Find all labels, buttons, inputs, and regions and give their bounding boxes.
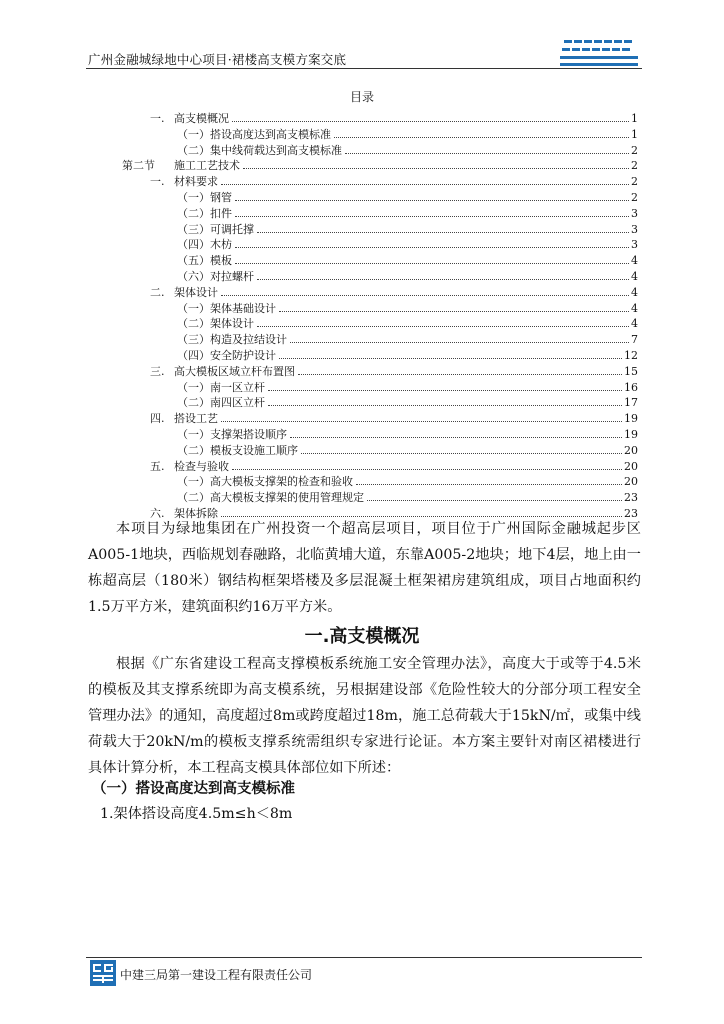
toc-entry[interactable] xyxy=(177,317,638,331)
toc-entry[interactable] xyxy=(177,491,638,505)
toc-entry-page: 1 xyxy=(631,112,638,125)
toc-entry-number: （六） xyxy=(177,270,210,283)
header-title: 广州金融城绿地中心项目·裙楼高支模方案交底 xyxy=(88,52,347,67)
toc-entry-label: 搭设工艺 xyxy=(174,412,218,426)
toc-leader-dots xyxy=(367,500,622,501)
toc-entry-label: 集中线荷载达到高支模标准 xyxy=(210,143,342,157)
toc-entry-page: 4 xyxy=(631,317,638,331)
footer-divider xyxy=(86,957,642,958)
toc-leader-dots xyxy=(268,390,622,391)
toc-leader-dots xyxy=(301,453,622,454)
toc-entry-number: （三） xyxy=(177,222,210,236)
toc-entry-number: （二） xyxy=(177,206,210,220)
toc-entry[interactable] xyxy=(150,112,638,126)
toc-entry-label: 施工工艺技术 xyxy=(174,159,240,173)
header-logo-icon xyxy=(560,36,640,70)
toc-entry-number: 五. xyxy=(150,459,165,473)
toc-entry-label: 木枋 xyxy=(210,238,232,252)
toc-entry-page: 2 xyxy=(631,159,638,173)
toc-entry-number: 四. xyxy=(150,412,165,426)
toc-entry-label: 架体设计 xyxy=(174,285,218,299)
toc-entry-page: 4 xyxy=(631,254,638,268)
toc-entry-number: 六. xyxy=(150,507,165,520)
toc-leader-dots xyxy=(232,469,622,470)
toc-entry[interactable] xyxy=(177,475,638,489)
toc-leader-dots xyxy=(290,437,622,438)
toc-entry-label: 搭设高度达到高支模标准 xyxy=(210,127,331,141)
toc-entry-page: 4 xyxy=(631,285,638,299)
toc-entry-number: （四） xyxy=(177,349,210,362)
toc-entry-page: 3 xyxy=(631,206,638,220)
toc-entry-label: 架体拆除 xyxy=(174,507,218,520)
toc-leader-dots xyxy=(290,342,629,343)
toc-entry-number: （二） xyxy=(177,443,210,457)
toc-entry-number: （二） xyxy=(177,143,210,157)
toc-leader-dots xyxy=(356,484,622,485)
toc-entry[interactable] xyxy=(177,381,638,395)
toc-entry[interactable] xyxy=(122,159,638,173)
toc-entry-number: 一. xyxy=(150,175,165,189)
toc-entry-page: 23 xyxy=(624,491,638,505)
toc-entry-label: 高支模概况 xyxy=(174,112,229,125)
toc-entry-number: （一） xyxy=(177,301,210,315)
toc-entry[interactable] xyxy=(177,444,638,458)
toc-entry-label: 架体设计 xyxy=(210,317,254,331)
toc-entry-number: 二. xyxy=(150,285,165,299)
toc-entry[interactable] xyxy=(177,333,638,347)
toc-leader-dots xyxy=(221,421,622,422)
toc-entry-number: （一） xyxy=(177,380,210,394)
toc-entry-label: 检查与验收 xyxy=(174,459,229,473)
toc-entry[interactable] xyxy=(150,286,638,300)
company-name: 中建三局第一建设工程有限责任公司 xyxy=(120,968,313,982)
toc-leader-dots xyxy=(232,121,629,122)
toc-entry-number: （二） xyxy=(177,396,210,410)
section-heading: 一.高支模概况 xyxy=(304,626,420,647)
section-paragraph: 根据《广东省建设工程高支撑模板系统施工安全管理办法》，高度大于或等于4.5米的模板及其支撑系统即为高支模系统，另根据建设部《危险性较大的分部分项工程安全管理办法》的通知，高度超过8m或跨度超过18m，施工总荷载大于15kN/㎡，或集中线荷载大于20kN/m的模板支撑系统需组织专家进行论证。本方案主要针对南区裙楼进行具体计算分析，本工程高支模具体部位如下所述： xyxy=(88,656,641,776)
toc-entry-page: 3 xyxy=(631,238,638,252)
toc-leader-dots xyxy=(235,200,629,201)
toc-entry-label: 扣件 xyxy=(210,206,232,220)
toc-entry[interactable] xyxy=(177,349,638,363)
toc-entry-label: 南四区立杆 xyxy=(210,396,265,410)
intro-paragraph: 本项目为绿地集团在广州投资一个超高层项目，项目位于广州国际金融城起步区A005-1地块，西临规划春融路，北临黄埔大道，东靠A005-2地块；地下4层，地上由一栋超高层（180米）钢结构框架塔楼及多层混凝土框架裙房建筑组成，项目占地面积约1.5万平方米，建筑面积约16万平方米。 xyxy=(88,521,641,615)
toc-entry[interactable] xyxy=(177,270,638,284)
toc-leader-dots xyxy=(235,263,629,264)
toc-leader-dots xyxy=(243,168,629,169)
toc-leader-dots xyxy=(279,358,622,359)
toc-leader-dots xyxy=(298,374,622,375)
toc-entry-number: （一） xyxy=(177,191,210,204)
toc-entry-page: 20 xyxy=(624,459,638,473)
toc-leader-dots xyxy=(235,216,629,217)
toc-title: 目录 xyxy=(349,90,374,104)
toc-entry-number: （一） xyxy=(177,475,210,489)
toc-entry[interactable] xyxy=(177,191,638,205)
toc-entry[interactable] xyxy=(177,223,638,237)
toc-entry-page: 19 xyxy=(624,412,638,426)
toc-entry[interactable] xyxy=(177,396,638,410)
toc-entry-number: （五） xyxy=(177,254,210,268)
toc-entry-page: 17 xyxy=(624,396,638,410)
toc-entry-label: 对拉螺杆 xyxy=(210,270,254,283)
toc-leader-dots xyxy=(268,405,622,406)
toc-entry-label: 架体基础设计 xyxy=(210,301,276,315)
toc-leader-dots xyxy=(279,311,629,312)
toc-leader-dots xyxy=(257,232,629,233)
toc-entry-label: 南一区立杆 xyxy=(210,380,265,394)
toc-entry-label: 高大模板支撑架的使用管理规定 xyxy=(210,491,364,505)
list-item: 1.架体搭设高度4.5m≤h＜8m xyxy=(100,806,293,822)
toc-entry-page: 4 xyxy=(631,270,638,283)
toc-entry-page: 15 xyxy=(624,364,638,378)
toc-leader-dots xyxy=(235,247,629,248)
toc-leader-dots xyxy=(334,137,629,138)
toc-entry-number: 一. xyxy=(150,112,165,125)
toc-entry-number: 三. xyxy=(150,364,165,378)
sub-heading: （一）搭设高度达到高支模标准 xyxy=(92,781,295,797)
toc-entry-number: （二） xyxy=(177,491,210,505)
toc-entry-page: 2 xyxy=(631,143,638,157)
toc-entry-page: 19 xyxy=(624,428,638,441)
toc-entry[interactable] xyxy=(177,128,638,142)
toc-entry-page: 1 xyxy=(631,127,638,141)
toc-entry-page: 4 xyxy=(631,301,638,315)
toc-entry-number: （一） xyxy=(177,428,210,441)
toc-entry-label: 高大模板区域立杆布置图 xyxy=(174,364,295,378)
toc-leader-dots xyxy=(221,184,629,185)
company-logo-icon xyxy=(90,960,116,986)
toc-entry[interactable] xyxy=(177,428,638,442)
toc-entry-page: 3 xyxy=(631,222,638,236)
toc-leader-dots xyxy=(257,279,629,280)
toc-entry-page: 2 xyxy=(631,191,638,204)
toc-entry[interactable] xyxy=(177,302,638,316)
toc-entry-page: 20 xyxy=(624,475,638,489)
toc-entry-label: 模板 xyxy=(210,254,232,268)
toc-leader-dots xyxy=(221,295,629,296)
toc-entry-number: （四） xyxy=(177,238,210,252)
toc-entry[interactable] xyxy=(150,460,638,474)
toc-entry[interactable] xyxy=(177,238,638,252)
header-divider xyxy=(86,68,642,69)
toc-entry-number: （三） xyxy=(177,333,210,347)
toc-entry-label: 材料要求 xyxy=(174,175,218,189)
toc-entry[interactable] xyxy=(177,207,638,221)
toc-entry-label: 支撑架搭设顺序 xyxy=(210,428,287,441)
toc-leader-dots xyxy=(345,153,629,154)
toc-entry-page: 23 xyxy=(624,507,638,520)
toc-entry-label: 模板支设施工顺序 xyxy=(210,443,298,457)
toc-entry[interactable] xyxy=(150,175,638,189)
toc-entry-page: 20 xyxy=(624,443,638,457)
toc-entry-page: 2 xyxy=(631,175,638,189)
toc-entry-page: 16 xyxy=(624,380,638,394)
toc-entry[interactable] xyxy=(150,365,638,379)
toc-entry-label: 构造及拉结设计 xyxy=(210,333,287,347)
toc-entry-number: （一） xyxy=(177,127,210,141)
toc-entry-page: 12 xyxy=(624,349,638,362)
toc-entry-page: 7 xyxy=(631,333,638,347)
toc-entry-label: 钢管 xyxy=(210,191,232,204)
toc-leader-dots xyxy=(257,326,629,327)
toc-entry[interactable] xyxy=(177,144,638,158)
toc-entry[interactable] xyxy=(177,254,638,268)
toc-entry-label: 安全防护设计 xyxy=(210,349,276,362)
toc-entry-number: 第二节 xyxy=(122,159,155,173)
toc-entry-number: （二） xyxy=(177,317,210,331)
toc-entry[interactable] xyxy=(150,412,638,426)
toc-entry-label: 高大模板支撑架的检查和验收 xyxy=(210,475,353,489)
toc-entry-label: 可调托撑 xyxy=(210,222,254,236)
